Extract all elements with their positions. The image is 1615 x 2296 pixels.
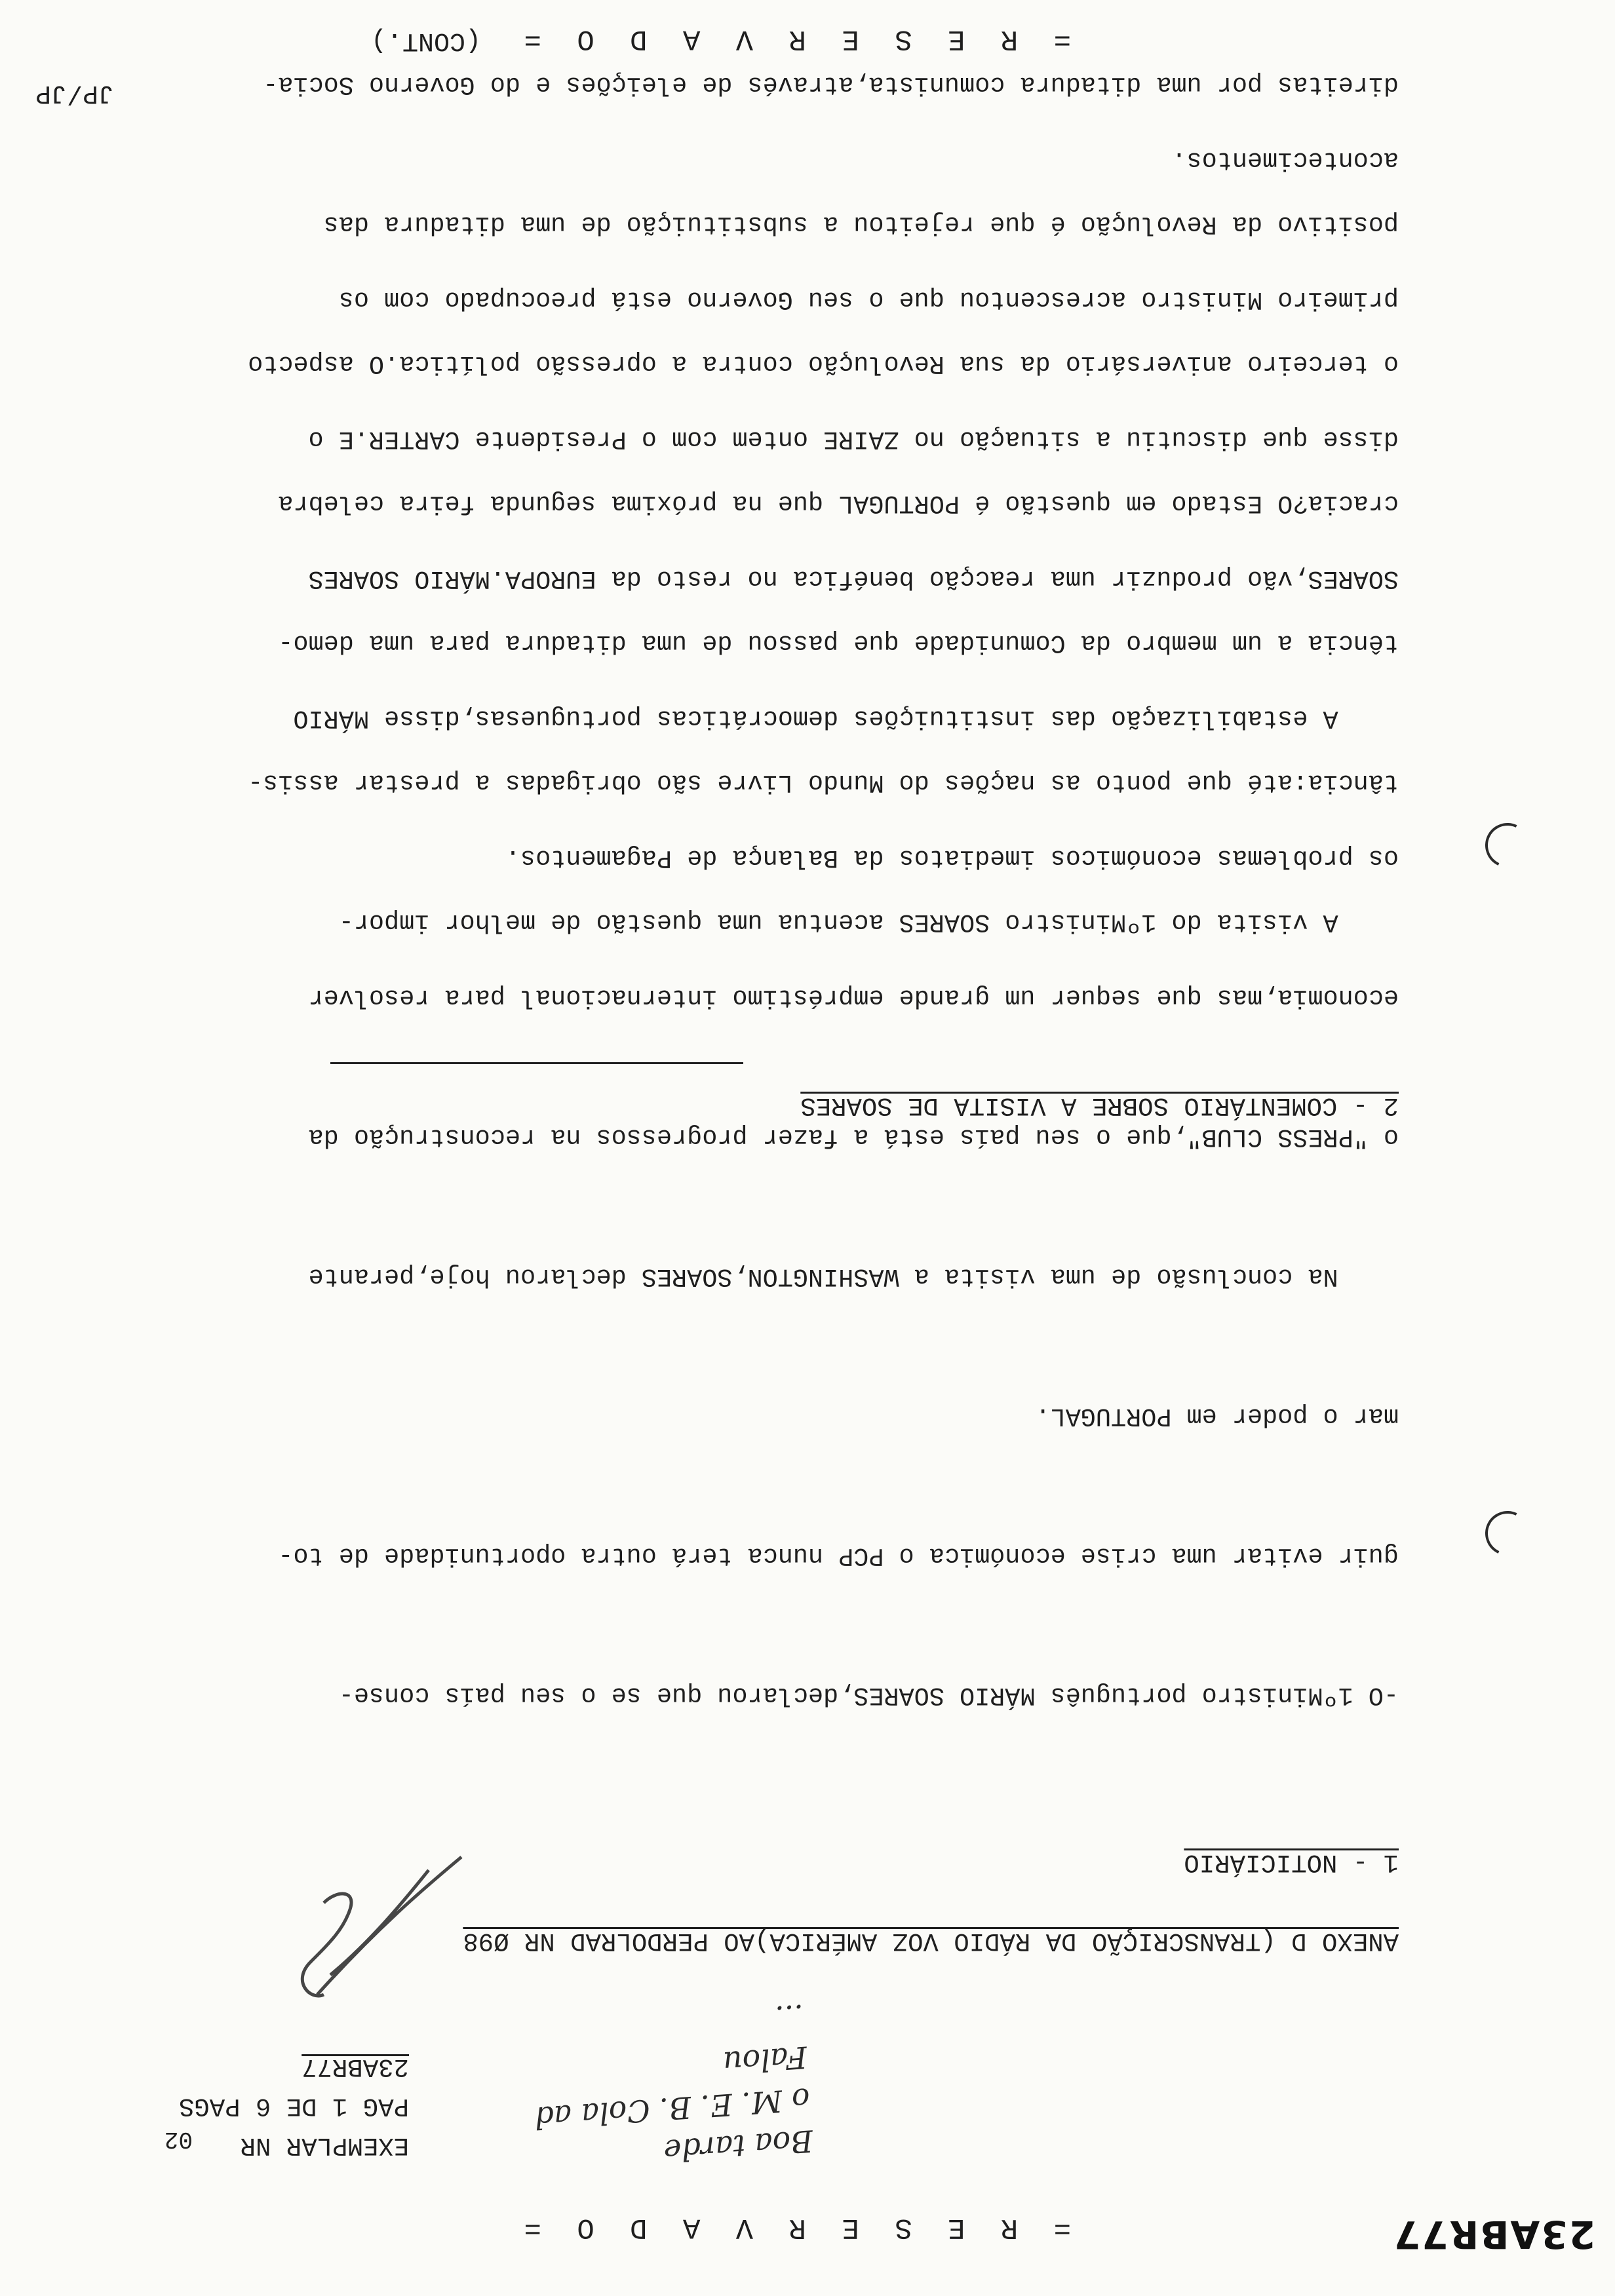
section2-line: cracia?O Estado em questão é PORTUGAL que na próxima segunda feira celebra [278,489,1399,518]
section2-line: A visita do 1ºMinistro SOARES acentua uma questão de melhor impor- [338,908,1399,936]
separator-rule [330,1062,743,1064]
classification-top: = R E S E R V A D O = [515,2211,1071,2244]
section2-line: positivo da Revolução é que rejeitou a substituição de uma ditadura das [323,210,1399,239]
section1-line: Na conclusão de uma visita a WASHINGTON,SOARES declarou hoje,perante [308,1262,1399,1291]
section1-line: A estabilização das instituições democráticas portuguesas,disse MÁRIO [293,704,1399,733]
section1-line: mar o poder em PORTUGAL. [1035,1402,1399,1430]
section2-line: tência a um membro da Comunidade que passou de uma ditadura para uma demo- [278,628,1399,657]
section2-text [248,0,1399,1038]
page-count: PAG 1 DE 6 PAGS [178,2092,409,2120]
continuation-mark: (CONT.) [370,26,481,55]
section1-line: -O 1ºMinistro português MÁRIO SOARES,declarou que se o seu país conse- [338,1681,1399,1710]
section2-line: direitas por uma ditadura comunista,através de eleições e do Governo Socia- [263,70,1399,99]
initials: JP/JP [35,78,114,107]
section2-heading: 2 - COMENTÁRIO SOBRE A VISITA DE SOARES [800,1091,1399,1120]
section1-line: SOARES,vão produzir uma reacção benéfica no resto da EUROPA.MÁRIO SOARES [308,564,1399,593]
hole-punch-mark [1479,1504,1536,1561]
date-stamp: 23ABR77 [1392,2212,1595,2257]
section1-line: guir evitar uma crise económica o PCP nunca terá outra oportunidade de to- [278,1541,1399,1570]
exemplar-label: EXEMPLAR NR [240,2131,409,2160]
section1-heading: 1 - NOTICIÁRIO [1184,1848,1399,1877]
classification-bottom: = R E S E R V A D O = [515,22,1071,55]
section2-line: tância:até que ponto as nações do Mundo Livre são obrigadas a prestar assis- [248,768,1399,797]
signature-mark [258,1824,475,2021]
hole-punch-mark [1479,816,1536,873]
section1-line: acontecimentos. [1171,145,1399,174]
section1-line: o "PRESS CLUB",que o seu país está a fazer progressos na reconstrução da [308,1122,1399,1151]
exemplar-number: 02 [164,2126,193,2152]
section1-line: os problemas económicos imediatos da Balança de Pagamentos. [505,843,1399,872]
section1-line: primeiro Ministro acrescentou que o seu Governo está preocupado com os [338,285,1399,314]
section1-line: disse que discutiu a situação no ZAIRE ontem com o Presidente CARTER.E o [308,425,1399,453]
handwritten-note: Boa tarde o M. E. B. Cola ad Falou ... [533,1997,815,2169]
document-title: ANEXO D (TRANSCRIÇÃO DA RÁDIO VOZ AMÉRICA)AO PERDOLRAD NR Ø98 [463,1926,1399,1955]
header-date: 23ABR77 [302,2052,409,2081]
section2-line: o terceiro aniversário da sua Revolução contra a opressão política.O aspecto [248,349,1399,378]
section1-line: economia,mas que sequer um grande empréstimo internacional para resolver [308,983,1399,1012]
